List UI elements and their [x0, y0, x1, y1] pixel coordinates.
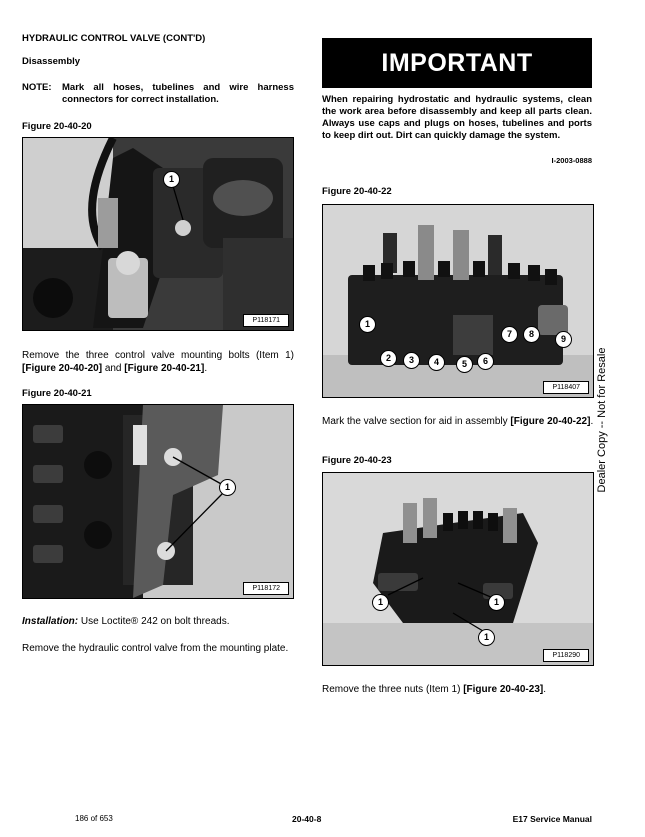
figure-20-40-21-caption: Figure 20-40-21 — [22, 388, 92, 399]
paragraph-end: . — [590, 416, 594, 427]
callout-1: 1 — [359, 316, 376, 333]
page-count: 186 of 653 — [75, 814, 113, 823]
figure-20-40-20-caption: Figure 20-40-20 — [22, 121, 92, 132]
paragraph-and: and — [104, 363, 122, 374]
paragraph-mark-valve — [322, 415, 594, 428]
subsection-title: Disassembly — [22, 56, 81, 67]
callout-9: 9 — [555, 331, 572, 348]
callout-1: 1 — [372, 594, 389, 611]
callout-1: 1 — [478, 629, 495, 646]
paragraph-remove-valve: Remove the hydraulic control valve from the mounting plate. — [22, 643, 289, 654]
figure-20-40-22-caption: Figure 20-40-22 — [322, 186, 392, 197]
figure-ref: [Figure 20-40-20] — [22, 363, 103, 374]
figure-20-40-20-photo — [22, 137, 294, 331]
figure-20-40-21-photo — [22, 404, 294, 599]
callout-4: 4 — [428, 354, 445, 371]
paragraph-text: Mark the valve section for aid in assembly — [322, 416, 508, 427]
figure-20-40-23-caption: Figure 20-40-23 — [322, 455, 392, 466]
photo-id: P118290 — [543, 649, 589, 662]
paragraph-text: Remove the three control valve mounting bolts (Item 1) — [22, 350, 294, 361]
photo-id: P118172 — [243, 582, 289, 595]
important-code: I-2003-0888 — [551, 156, 592, 165]
figure-ref: [Figure 20-40-23] — [463, 684, 544, 695]
figure-ref: [Figure 20-40-22] — [510, 416, 591, 427]
section-title: HYDRAULIC CONTROL VALVE (CONT'D) — [22, 33, 206, 44]
paragraph-end: . — [204, 363, 208, 374]
paragraph-end: . — [543, 684, 546, 695]
note-label: NOTE: — [22, 82, 52, 93]
manual-title: E17 Service Manual — [512, 814, 592, 824]
callout-2: 2 — [380, 350, 397, 367]
callout-1: 1 — [219, 479, 236, 496]
page-number: 20-40-8 — [292, 814, 322, 824]
dealer-copy-text: Dealer Copy -- Not for Resale — [596, 347, 608, 493]
paragraph-remove-bolts — [22, 349, 294, 375]
installation-label: Installation: — [22, 616, 79, 627]
callout-7: 7 — [501, 326, 518, 343]
dealer-copy-watermark — [592, 335, 612, 505]
callout-5: 5 — [456, 356, 473, 373]
photo-id: P118407 — [543, 381, 589, 394]
callout-6: 6 — [477, 353, 494, 370]
callout-1: 1 — [163, 171, 180, 188]
installation-text: Use Loctite® 242 on bolt threads. — [80, 616, 230, 627]
installation-note — [22, 615, 294, 628]
callout-3: 3 — [403, 352, 420, 369]
callout-1: 1 — [488, 594, 505, 611]
paragraph-remove-nuts — [322, 683, 594, 696]
important-text: When repairing hydrostatic and hydraulic systems, clean the work area before disassembly and keep all parts clean. Always use caps and plugs on hoses, tubelines and ports to keep dirt out. Dirt can quickly damage the system. — [322, 94, 592, 141]
figure-ref: [Figure 20-40-21] — [124, 363, 205, 374]
paragraph-text: Remove the three nuts (Item 1) — [322, 684, 461, 695]
figure-20-40-23-photo — [322, 472, 594, 666]
figure-20-40-22-photo — [322, 204, 594, 398]
note-text: Mark all hoses, tubelines and wire harness connectors for correct installation. — [62, 82, 294, 105]
photo-id: P118171 — [243, 314, 289, 327]
important-banner: IMPORTANT — [322, 38, 592, 88]
callout-8: 8 — [523, 326, 540, 343]
